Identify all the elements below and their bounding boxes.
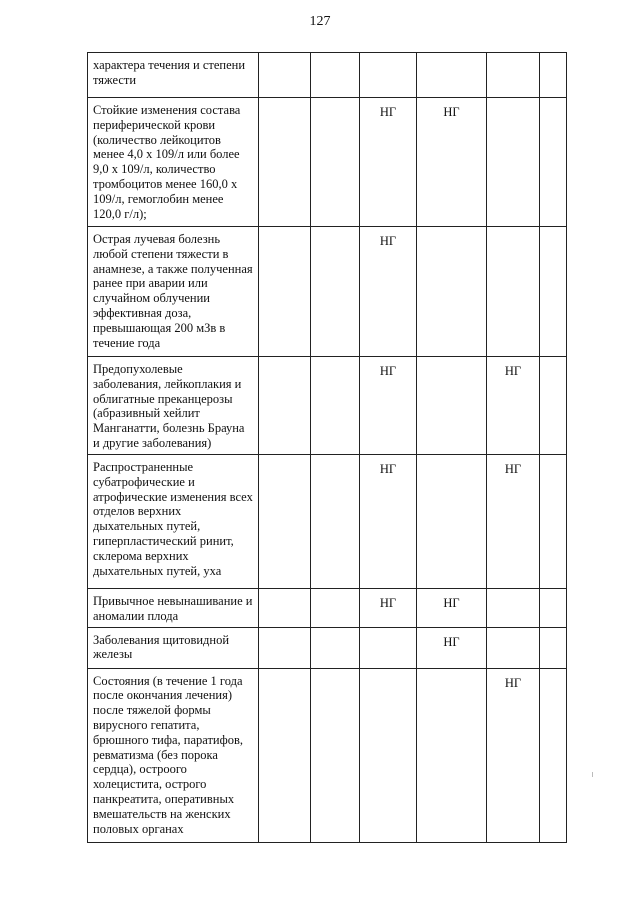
- mark-cell: [311, 668, 360, 842]
- table-row: [88, 668, 567, 842]
- mark-cell: [487, 627, 540, 668]
- condition-text: Состояния (в течение 1 года после окончания лечения) после тяжелой формы вирусного гепатита, брюшного тифа, паратифов, ревматизма (без порока сердца), остроого холецистита, острого панкреатита, оперативных вмешательств на женских половых органах: [88, 668, 259, 842]
- page-number: 127: [309, 14, 331, 29]
- condition-text: Стойкие изменения состава периферической крови (количество лейкоцитов менее 4,0 x 109/л или более 9,0 x 109/л, количество тромбоцитов менее 160,0 x 109/л, гемоглобин менее 120,0 г/л);: [88, 98, 259, 227]
- mark-cell: [311, 589, 360, 628]
- mark-cell: [540, 357, 567, 455]
- mark-cell: [540, 53, 567, 98]
- table-row: [88, 53, 567, 98]
- mark-cell: [540, 668, 567, 842]
- mark-cell: НГ: [487, 668, 540, 842]
- condition-text: Заболевания щитовидной железы: [88, 627, 259, 668]
- mark-cell: [259, 357, 311, 455]
- mark-cell: НГ: [360, 589, 417, 628]
- mark-cell: [417, 53, 487, 98]
- table-row: [88, 98, 567, 227]
- table-row: [88, 357, 567, 455]
- mark-cell: [417, 227, 487, 357]
- mark-cell: [540, 455, 567, 589]
- mark-cell: [540, 227, 567, 357]
- mark-cell: [259, 589, 311, 628]
- mark-cell: [487, 53, 540, 98]
- mark-cell: [360, 53, 417, 98]
- mark-cell: [487, 589, 540, 628]
- mark-cell: [360, 627, 417, 668]
- mark-cell: [311, 357, 360, 455]
- condition-text: Распространенные субатрофические и атрофические изменения всех отделов верхних дыхательных путей, гиперпластический ринит, склерома верхних дыхательных путей, уха: [88, 455, 259, 589]
- mark-cell: [311, 53, 360, 98]
- mark-cell: НГ: [417, 627, 487, 668]
- table-row: [88, 627, 567, 668]
- table-row: [88, 455, 567, 589]
- mark-cell: [540, 589, 567, 628]
- mark-cell: [259, 455, 311, 589]
- mark-cell: [311, 627, 360, 668]
- condition-text: Предопухолевые заболевания, лейкоплакия и облигатные преканцерозы (абразивный хейлит Манганатти, болезнь Брауна и другие заболевания): [88, 357, 259, 455]
- mark-cell: [540, 98, 567, 227]
- scan-artifact: [592, 772, 593, 777]
- mark-cell: НГ: [487, 455, 540, 589]
- mark-cell: [417, 668, 487, 842]
- mark-cell: НГ: [360, 455, 417, 589]
- mark-cell: [360, 668, 417, 842]
- mark-cell: НГ: [360, 357, 417, 455]
- restrictions-table: [87, 52, 567, 843]
- mark-cell: [311, 98, 360, 227]
- mark-cell: [259, 98, 311, 227]
- mark-cell: [540, 627, 567, 668]
- mark-cell: [487, 227, 540, 357]
- mark-cell: [487, 98, 540, 227]
- mark-cell: [259, 627, 311, 668]
- table-row: [88, 227, 567, 357]
- mark-cell: [259, 668, 311, 842]
- mark-cell: [417, 357, 487, 455]
- condition-text: Острая лучевая болезнь любой степени тяжести в анамнезе, а также полученная ранее при аварии или случайном облучении эффективная доза, превышающая 200 мЗв в течение года: [88, 227, 259, 357]
- mark-cell: НГ: [360, 227, 417, 357]
- condition-text: характера течения и степени тяжести: [88, 53, 259, 98]
- table-row: [88, 589, 567, 628]
- mark-cell: НГ: [417, 98, 487, 227]
- mark-cell: [417, 455, 487, 589]
- mark-cell: [311, 227, 360, 357]
- mark-cell: НГ: [487, 357, 540, 455]
- mark-cell: [259, 53, 311, 98]
- mark-cell: НГ: [417, 589, 487, 628]
- mark-cell: [311, 455, 360, 589]
- mark-cell: НГ: [360, 98, 417, 227]
- condition-text: Привычное невынашивание и аномалии плода: [88, 589, 259, 628]
- mark-cell: [259, 227, 311, 357]
